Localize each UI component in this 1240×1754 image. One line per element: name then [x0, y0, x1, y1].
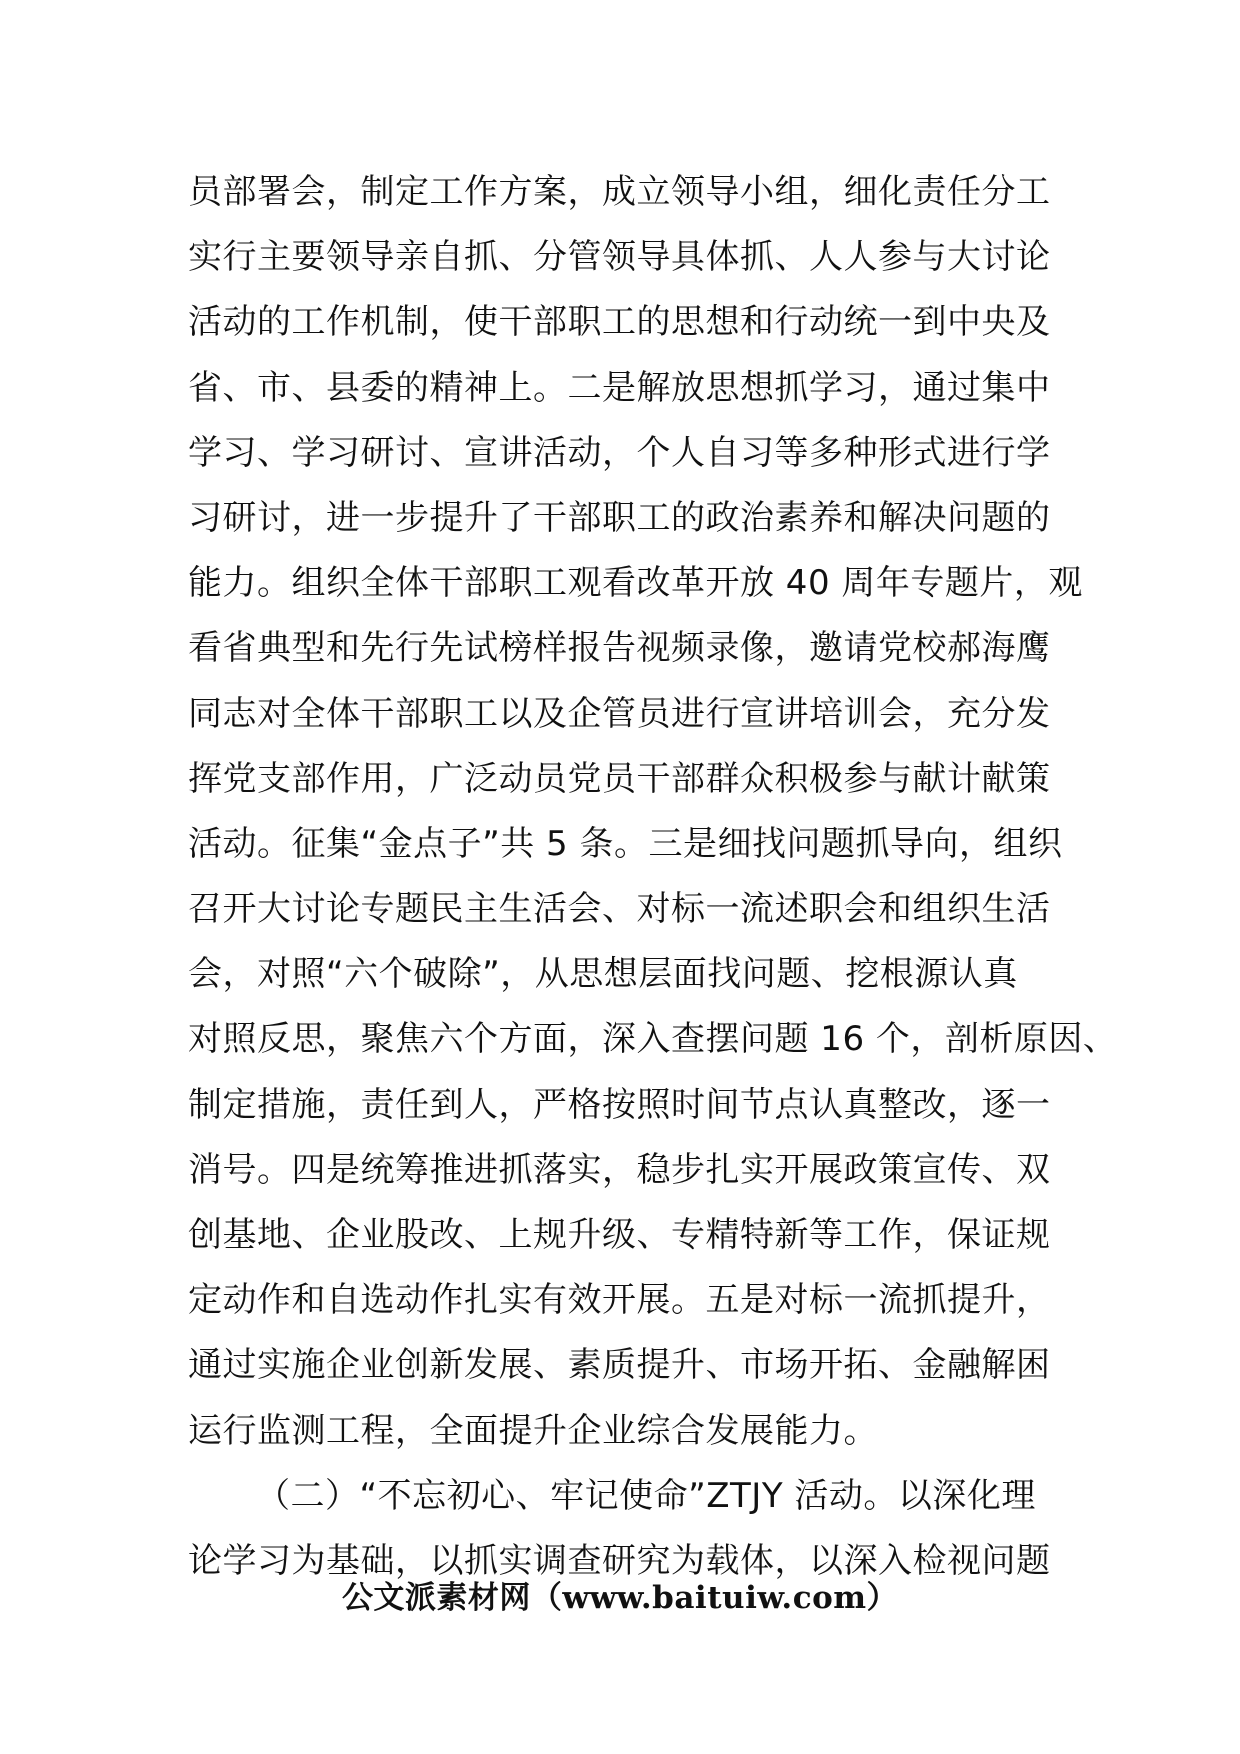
text-line: 员部署会，制定工作方案，成立领导小组，细化责任分工 [188, 172, 1051, 212]
text-line: 学习、学习研讨、宣讲活动，个人自习等多种形式进行学 [188, 432, 1051, 473]
text-line: 运行监测工程，全面提升企业综合发展能力。 [188, 1410, 878, 1451]
text-line: 活动。征集“金点子”共 5 条。三是细找问题抓导向，组织 [188, 823, 1063, 864]
text-line: 召开大讨论专题民主生活会、对标一流述职会和组织生活 [188, 889, 1051, 930]
text-line: 对照反思，聚焦六个方面，深入查摆问题 16 个，剖析原因、 [188, 1019, 1118, 1060]
text-line: 省、市、县委的精神上。二是解放思想抓学习，通过集中 [188, 367, 1051, 408]
text-line: 看省典型和先行先试榜样报告视频录像，邀请党校郝海鹰 [188, 628, 1051, 669]
text-line: 能力。组织全体干部职工观看改革开放 40 周年专题片，观 [188, 563, 1083, 604]
text-line: 创基地、企业股改、上规升级、专精特新等工作，保证规 [188, 1215, 1051, 1255]
text-line: 制定措施，责任到人，严格按照时间节点认真整改，逐一 [188, 1084, 1051, 1125]
body-text [188, 160, 1118, 1594]
text-line: 定动作和自选动作扎实有效开展。五是对标一流抓提升， [188, 1280, 1051, 1321]
text-line: 通过实施企业创新发展、素质提升、市场开拓、金融解困 [188, 1345, 1051, 1386]
text-line: 论学习为基础，以抓实调查研究为载体，以深入检视问题 [188, 1540, 1051, 1581]
text-line: 活动的工作机制，使干部职工的思想和行动统一到中央及 [188, 302, 1051, 343]
footer-watermark: 公文派素材网（www.baituiw.com） [341, 1580, 899, 1616]
text-line: 挥党支部作用，广泛动员党员干部群众积极参与献计献策 [188, 758, 1051, 799]
text-line: 同志对全体干部职工以及企管员进行宣讲培训会，充分发 [188, 693, 1051, 734]
section-heading-line: （二）“不忘初心、牢记使命”ZTJY 活动。以深化理 [256, 1475, 1036, 1516]
text-line: 习研讨，进一步提升了干部职工的政治素养和解决问题的 [188, 497, 1051, 538]
text-line: 消号。四是统筹推进抓落实，稳步扎实开展政策宣传、双 [188, 1149, 1051, 1190]
text-line: 会，对照“六个破除”，从思想层面找问题、挖根源认真 [188, 954, 1018, 995]
text-line: 实行主要领导亲自抓、分管领导具体抓、人人参与大讨论 [188, 237, 1051, 278]
